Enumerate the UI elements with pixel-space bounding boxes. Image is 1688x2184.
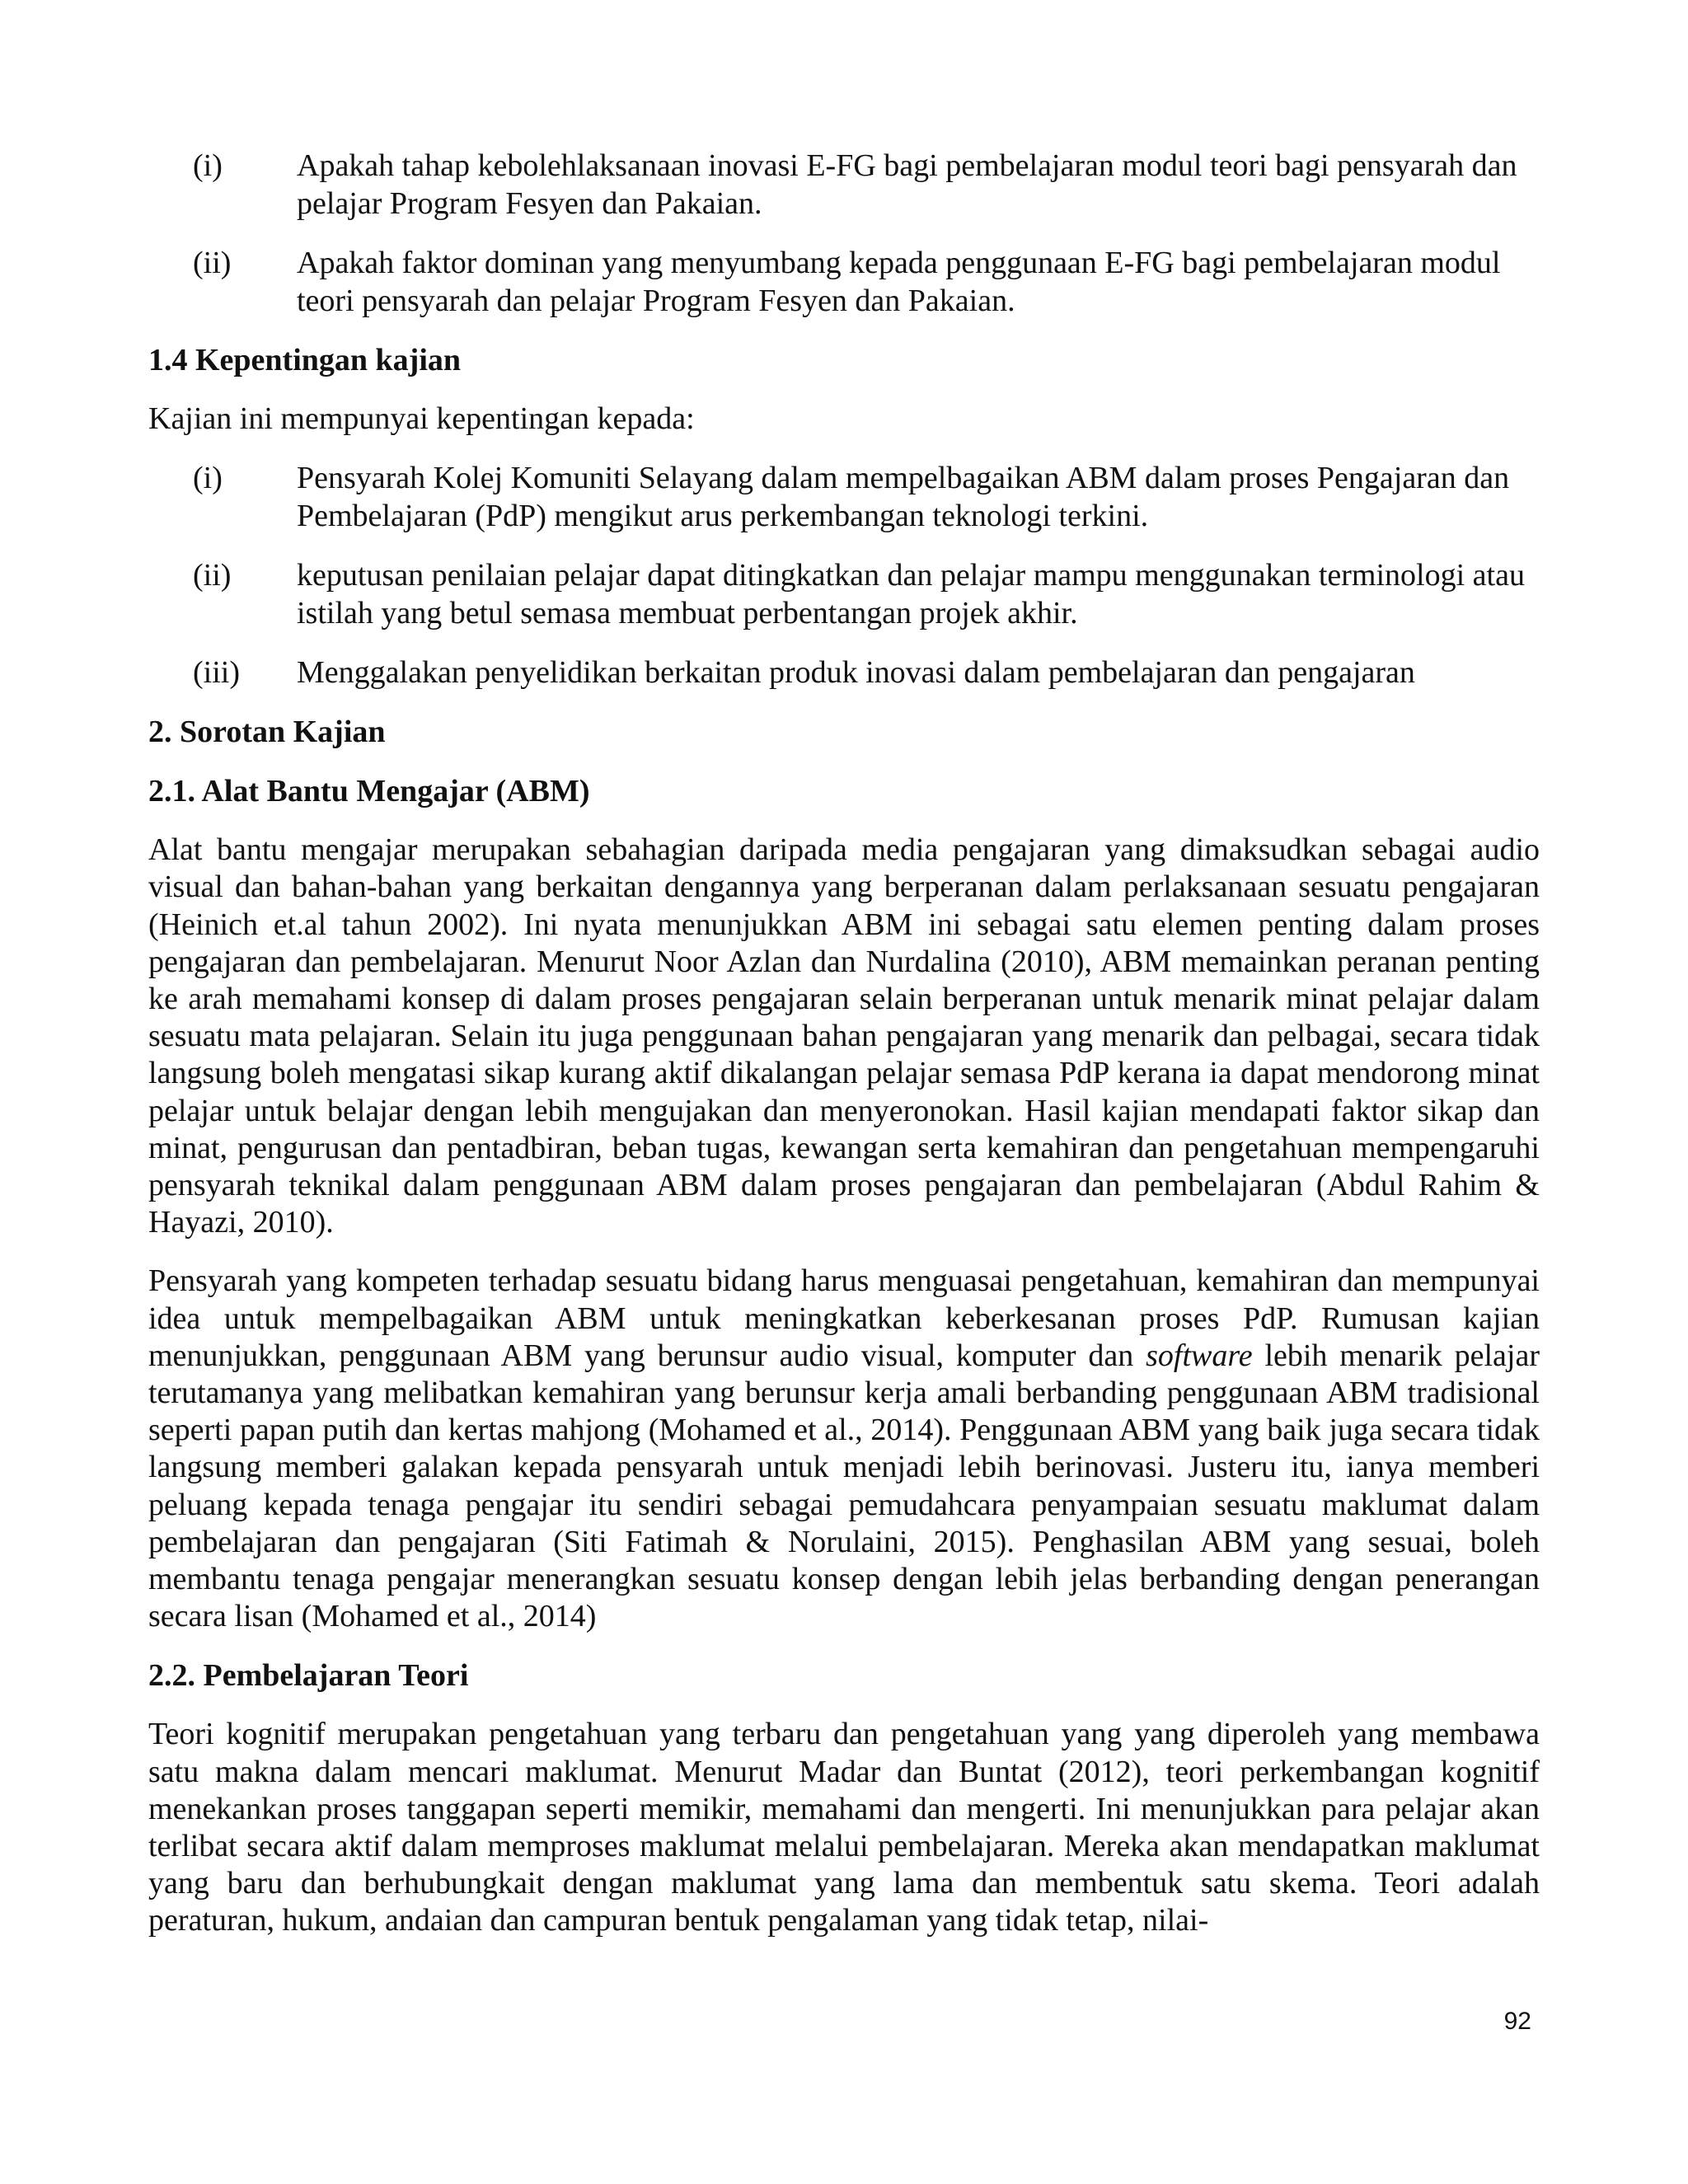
- paragraph: [148, 1263, 1540, 1635]
- list-number: (ii): [193, 246, 232, 280]
- italic-term: software: [1146, 1338, 1253, 1373]
- list-item: [148, 147, 1540, 223]
- list-text: Menggalakan penyelidikan berkaitan produk inovasi dalam pembelajaran dan pengajaran: [297, 655, 1415, 691]
- list-text: Apakah faktor dominan yang menyumbang kepada penggunaan E-FG bagi pembelajaran modul teori pensyarah dan pelajar Program Fesyen dan Pakaian.: [297, 246, 1501, 318]
- list-item: [148, 654, 1540, 691]
- paragraph: Alat bantu mengajar merupakan sebahagian daripada media pengajaran yang dimaksudkan sebagai audio visual dan bahan-bahan yang berkaitan dengannya yang berperanan dalam perlaksanaan sesuatu pengajaran (Heinich et.al tahun 2002). Ini nyata menunjukkan ABM ini sebagai satu elemen penting dalam proses pengajaran dan pembelajaran. Menurut Noor Azlan dan Nurdalina (2010), ABM memainkan peranan penting ke arah memahami konsep di dalam proses pengajaran selain berperanan untuk menarik minat pelajar dalam sesuatu mata pelajaran. Selain itu juga penggunaan bahan pengajaran yang menarik dan pelbagai, secara tidak langsung boleh mengatasi sikap kurang aktif dikalangan pelajar semasa PdP kerana ia dapat mendorong minat pelajar untuk belajar dengan lebih mengujakan dan menyeronokan. Hasil kajian mendapati faktor sikap dan minat, pengurusan dan pentadbiran, beban tugas, kewangan serta kemahiran dan pengetahuan mempengaruhi pensyarah teknikal dalam penggunaan ABM dalam proses pengajaran dan pembelajaran (Abdul Rahim & Hayazi, 2010).: [148, 832, 1540, 1240]
- list-item: [148, 459, 1540, 535]
- list-number: (ii): [193, 558, 232, 593]
- section-heading-1-4: 1.4 Kepentingan kajian: [148, 343, 462, 377]
- section-heading-2-2: 2.2. Pembelajaran Teori: [148, 1658, 469, 1694]
- list-text: Pensyarah Kolej Komuniti Selayang dalam mempelbagaikan ABM dalam proses Pengajaran dan Pembelajaran (PdP) mengikut arus perkembangan teknologi terkini.: [297, 461, 1510, 534]
- section-heading-2: 2. Sorotan Kajian: [148, 715, 386, 750]
- list-item: [148, 244, 1540, 320]
- paragraph-text: Pensyarah yang kompeten terhadap sesuatu bidang harus menguasai pengetahuan, kemahiran dan mempunyai idea untuk mempelbagaikan ABM untuk meningkatkan keberkesanan proses PdP. Rumusan kajian menunjukkan, penggunaan ABM yang berunsur audio visual, komputer dan: [148, 1263, 1540, 1373]
- document-page: [148, 147, 1540, 1961]
- list-number: (iii): [193, 655, 240, 691]
- paragraph-text: lebih menarik pelajar terutamanya yang melibatkan kemahiran yang berunsur kerja amali berbanding penggunaan ABM tradisional seperti papan putih dan kertas mahjong (Mohamed et al., 2014). Penggunaan ABM yang baik juga secara tidak langsung memberi galakan kepada pensyarah untuk menjadi lebih berinovasi. Justeru itu, ianya memberi peluang kepada tenaga pengajar itu sendiri sebagai pemudahcara penyampaian sesuatu maklumat dalam pembelajaran dan pengajaran (Siti Fatimah & Norulaini, 2015). Penghasilan ABM yang sesuai, boleh membantu tenaga pengajar menerangkan sesuatu konsep dengan lebih jelas berbanding dengan penerangan secara lisan (Mohamed et al., 2014): [148, 1338, 1540, 1634]
- list-number: (i): [193, 148, 223, 183]
- list-text: keputusan penilaian pelajar dapat ditingkatkan dan pelajar mampu menggunakan terminologi atau istilah yang betul semasa membuat perbentangan projek akhir.: [297, 558, 1525, 631]
- list-item: [148, 556, 1540, 632]
- list-number: (i): [193, 461, 223, 496]
- section-intro: Kajian ini mempunyai kepentingan kepada:: [148, 401, 695, 436]
- page-number: 92: [1503, 2008, 1531, 2035]
- section-heading-2-1: 2.1. Alat Bantu Mengajar (ABM): [148, 774, 590, 809]
- list-text: Apakah tahap kebolehlaksanaan inovasi E-FG bagi pembelajaran modul teori bagi pensyarah dan pelajar Program Fesyen dan Pakaian.: [297, 148, 1517, 221]
- paragraph: Teori kognitif merupakan pengetahuan yang terbaru dan pengetahuan yang yang diperoleh yang membawa satu makna dalam mencari maklumat. Menurut Madar dan Buntat (2012), teori perkembangan kognitif menekankan proses tanggapan seperti memikir, memahami dan mengerti. Ini menunjukkan para pelajar akan terlibat secara aktif dalam memproses maklumat melalui pembelajaran. Mereka akan mendapatkan maklumat yang baru dan berhubungkait dengan maklumat yang lama dan membentuk satu skema. Teori adalah peraturan, hukum, andaian dan campuran bentuk pengalaman yang tidak tetap, nilai-: [148, 1717, 1540, 1938]
